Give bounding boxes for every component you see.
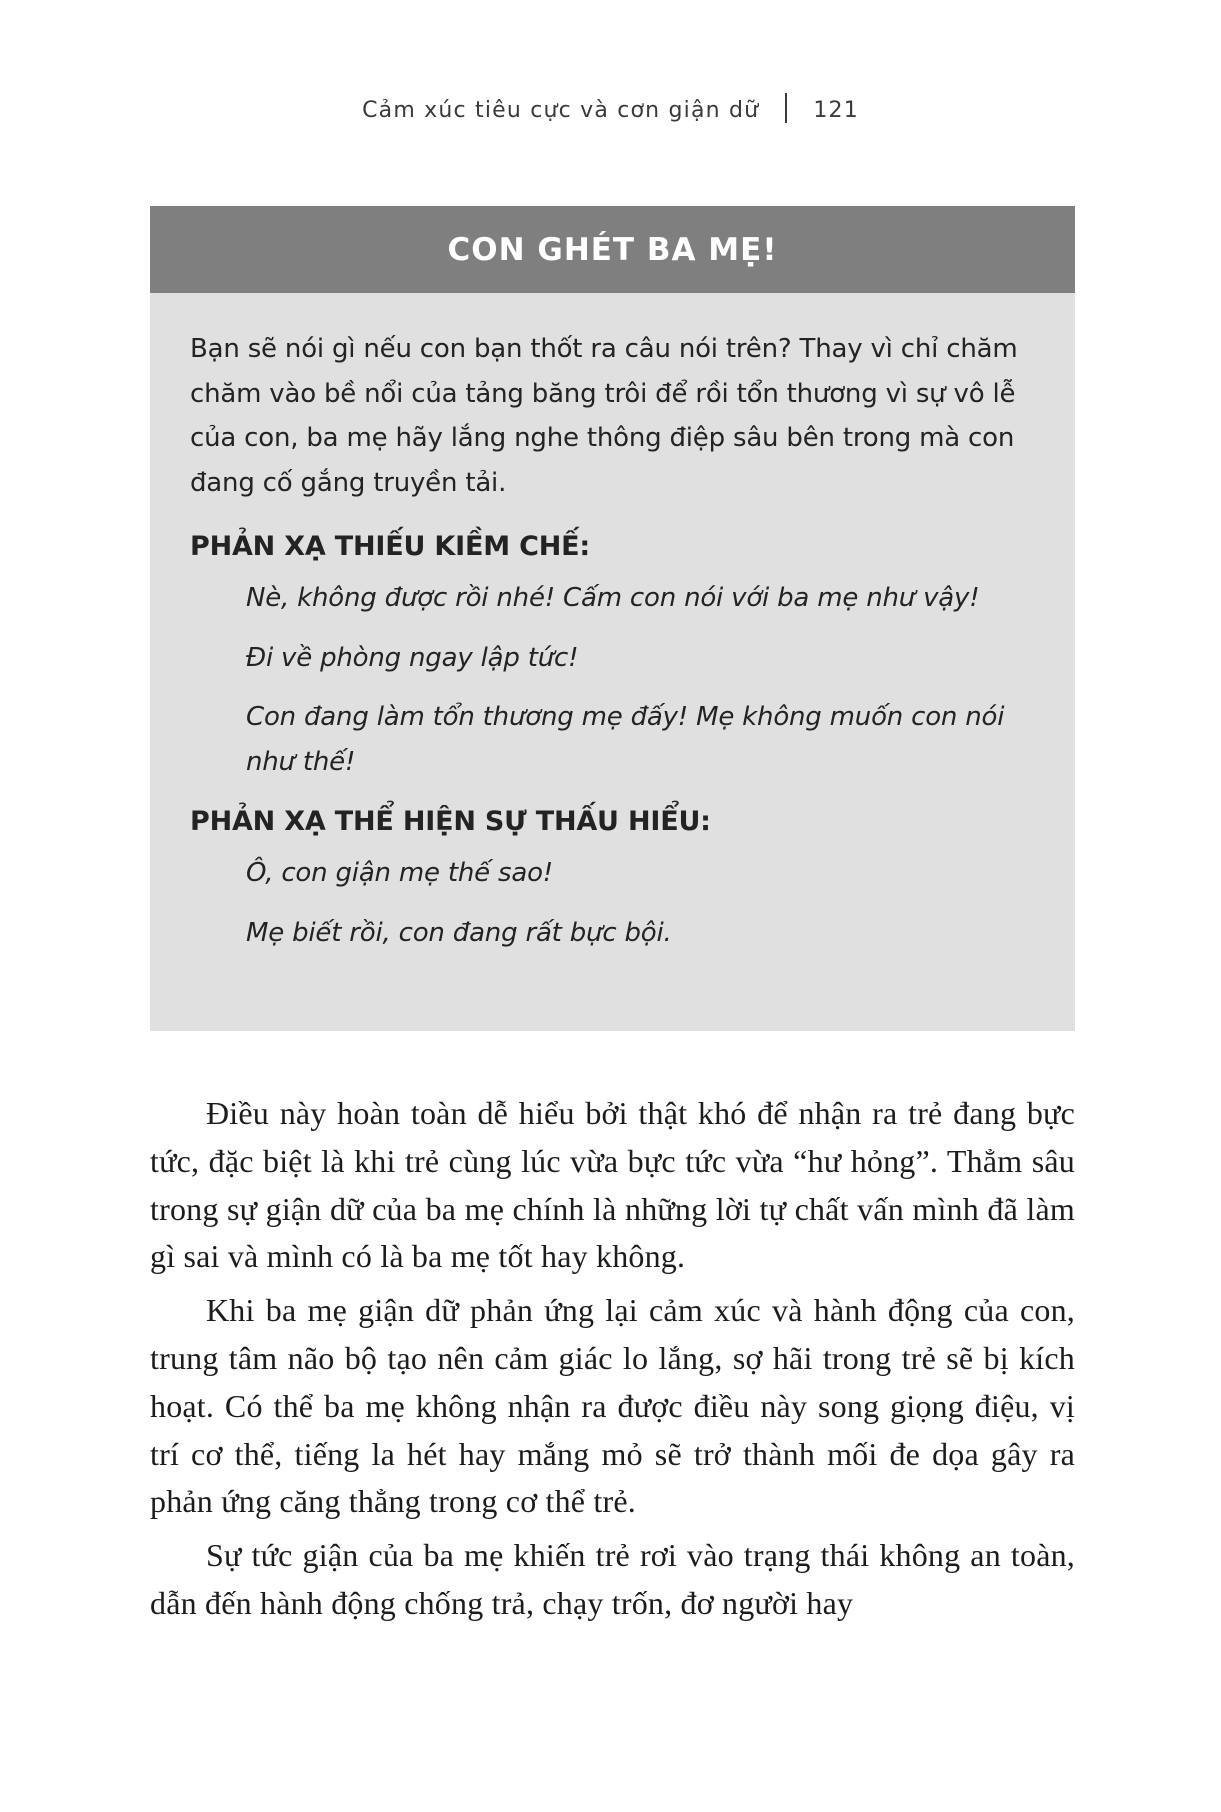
quote-item: Nè, không được rồi nhé! Cấm con nói với ba mẹ như vậy! bbox=[246, 583, 980, 613]
quote-item: Con đang làm tổn thương mẹ đấy! Mẹ không muốn con nói như thế! bbox=[246, 702, 1005, 777]
main-body-text bbox=[150, 1090, 1075, 1634]
body-paragraph: Điều này hoàn toàn dễ hiểu bởi thật khó để nhận ra trẻ đang bực tức, đặc biệt là khi trẻ cùng lúc vừa bực tức vừa “hư hỏng”. Thẳm sâu trong sự giận dữ của ba mẹ chính là những lời tự chất vấn mình đã làm gì sai và mình có là ba mẹ tốt hay không. bbox=[150, 1095, 1075, 1275]
body-paragraph: Khi ba mẹ giận dữ phản ứng lại cảm xúc và hành động của con, trung tâm não bộ tạo nên cảm giác lo lắng, sợ hãi trong trẻ sẽ bị kích hoạt. Có thể ba mẹ không nhận ra được điều này song giọng điệu, vị trí cơ thể, tiếng la hét hay mắng mỏ sẽ trở thành mối đe dọa gây ra phản ứng căng thẳng trong cơ thể trẻ. bbox=[150, 1292, 1075, 1520]
quote-list-unrestrained bbox=[246, 576, 1035, 784]
quote-item: Ô, con giận mẹ thế sao! bbox=[246, 858, 554, 888]
section-heading-empathetic: PHẢN XẠ THỂ HIỆN SỰ THẤU HIỂU: bbox=[190, 806, 711, 837]
box-intro: Bạn sẽ nói gì nếu con bạn thốt ra câu nói trên? Thay vì chỉ chăm chăm vào bề nổi của tảng băng trôi để rồi tổn thương vì sự vô lễ của con, ba mẹ hãy lắng nghe thông điệp sâu bên trong mà con đang cố gắng truyền tải. bbox=[190, 334, 1018, 498]
page-number: 121 bbox=[813, 98, 859, 123]
box-title: CON GHÉT BA MẸ! bbox=[150, 206, 1075, 293]
body-paragraph: Sự tức giận của ba mẹ khiến trẻ rơi vào trạng thái không an toàn, dẫn đến hành động chống trả, chạy trốn, đơ người hay bbox=[150, 1537, 1075, 1621]
quote-item: Mẹ biết rồi, con đang rất bực bội. bbox=[246, 917, 672, 948]
box-body bbox=[150, 293, 1075, 955]
sidebar-box bbox=[150, 206, 1075, 1031]
quote-list-empathetic bbox=[246, 851, 1035, 955]
chapter-title: Cảm xúc tiêu cực và cơn giận dữ bbox=[362, 98, 760, 123]
running-header bbox=[0, 96, 1221, 126]
section-heading-unrestrained: PHẢN XẠ THIẾU KIỀM CHẾ: bbox=[190, 531, 590, 562]
quote-item: Đi về phòng ngay lập tức! bbox=[246, 642, 579, 673]
header-divider bbox=[785, 93, 787, 123]
